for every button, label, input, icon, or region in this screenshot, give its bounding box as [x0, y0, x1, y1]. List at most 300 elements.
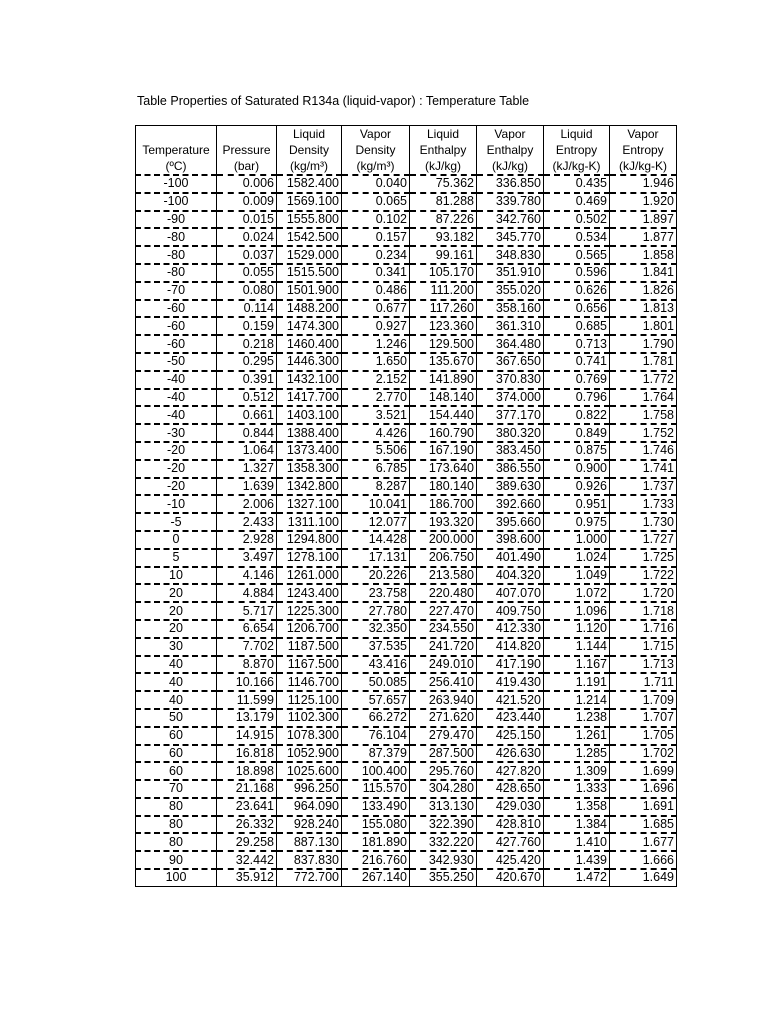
table-cell-vapor-entropy: 1.685: [610, 816, 677, 834]
table-body: [136, 175, 677, 886]
table-cell-vapor-enthalpy: 404.320: [477, 567, 544, 585]
table-cell-liquid-enthalpy: 241.720: [410, 638, 477, 656]
table-cell-vapor-enthalpy: 414.820: [477, 638, 544, 656]
table-cell-vapor-density: 155.080: [342, 816, 410, 834]
table-cell-vapor-entropy: 1.713: [610, 656, 677, 674]
table-cell-liquid-density: 1373.400: [277, 442, 342, 460]
table-cell-pressure: 0.009: [217, 193, 277, 211]
table-cell-vapor-entropy: 1.702: [610, 745, 677, 763]
table-cell-pressure: 14.915: [217, 727, 277, 745]
table-cell-vapor-enthalpy: 427.760: [477, 833, 544, 851]
table-cell-liquid-enthalpy: 160.790: [410, 424, 477, 442]
table-cell-vapor-density: 1.246: [342, 335, 410, 353]
table-cell-vapor-enthalpy: 417.190: [477, 656, 544, 674]
table-cell-vapor-entropy: 1.720: [610, 584, 677, 602]
table-row: [136, 798, 677, 816]
table-cell-liquid-density: 1167.500: [277, 656, 342, 674]
table-cell-liquid-entropy: 1.472: [544, 869, 610, 886]
table-cell-liquid-enthalpy: 213.580: [410, 567, 477, 585]
table-row: [136, 567, 677, 585]
table-cell-vapor-entropy: 1.649: [610, 869, 677, 886]
table-cell-vapor-entropy: 1.781: [610, 353, 677, 371]
table-cell-vapor-enthalpy: 395.660: [477, 513, 544, 531]
table-cell-vapor-entropy: 1.752: [610, 424, 677, 442]
table-cell-liquid-entropy: 0.900: [544, 460, 610, 478]
table-row: [136, 460, 677, 478]
table-cell-vapor-enthalpy: 412.330: [477, 620, 544, 638]
column-header-vapor-density: [342, 126, 410, 176]
table-cell-vapor-entropy: 1.725: [610, 549, 677, 567]
table-cell-vapor-enthalpy: 380.320: [477, 424, 544, 442]
table-cell-temperature: 80: [136, 798, 217, 816]
table-cell-liquid-enthalpy: 135.670: [410, 353, 477, 371]
table-cell-vapor-enthalpy: 386.550: [477, 460, 544, 478]
table-cell-vapor-enthalpy: 339.780: [477, 193, 544, 211]
table-cell-vapor-enthalpy: 427.820: [477, 762, 544, 780]
table-row: [136, 175, 677, 193]
table-cell-liquid-enthalpy: 123.360: [410, 317, 477, 335]
table-cell-temperature: -40: [136, 389, 217, 407]
column-header-vapor-enthalpy: [477, 126, 544, 176]
table-cell-liquid-entropy: 1.096: [544, 602, 610, 620]
table-cell-vapor-entropy: 1.711: [610, 673, 677, 691]
table-row: [136, 602, 677, 620]
table-cell-liquid-enthalpy: 173.640: [410, 460, 477, 478]
table-cell-temperature: 80: [136, 816, 217, 834]
table-cell-liquid-enthalpy: 193.320: [410, 513, 477, 531]
table-cell-liquid-density: 1102.300: [277, 709, 342, 727]
table-cell-pressure: 4.146: [217, 567, 277, 585]
table-cell-pressure: 3.497: [217, 549, 277, 567]
table-cell-liquid-entropy: 1.309: [544, 762, 610, 780]
table-cell-vapor-density: 43.416: [342, 656, 410, 674]
table-cell-vapor-density: 6.785: [342, 460, 410, 478]
table-cell-liquid-entropy: 1.191: [544, 673, 610, 691]
table-cell-vapor-entropy: 1.707: [610, 709, 677, 727]
table-cell-vapor-entropy: 1.716: [610, 620, 677, 638]
table-row: [136, 246, 677, 264]
table-cell-vapor-entropy: 1.746: [610, 442, 677, 460]
table-cell-vapor-entropy: 1.715: [610, 638, 677, 656]
column-header-liquid-density: [277, 126, 342, 176]
table-cell-temperature: -5: [136, 513, 217, 531]
table-cell-pressure: 0.037: [217, 246, 277, 264]
table-row: [136, 709, 677, 727]
table-cell-liquid-density: 1052.900: [277, 745, 342, 763]
table-cell-vapor-density: 76.104: [342, 727, 410, 745]
table-cell-liquid-entropy: 0.975: [544, 513, 610, 531]
table-cell-vapor-enthalpy: 409.750: [477, 602, 544, 620]
table-cell-liquid-enthalpy: 167.190: [410, 442, 477, 460]
table-cell-pressure: 29.258: [217, 833, 277, 851]
column-header-line: (kJ/kg-K): [619, 159, 667, 173]
properties-table: [135, 125, 677, 887]
table-cell-temperature: 40: [136, 656, 217, 674]
table-cell-pressure: 32.442: [217, 851, 277, 869]
table-cell-liquid-enthalpy: 87.226: [410, 211, 477, 229]
table-cell-vapor-density: 0.927: [342, 317, 410, 335]
table-cell-pressure: 8.870: [217, 656, 277, 674]
table-cell-pressure: 0.114: [217, 300, 277, 318]
table-cell-liquid-enthalpy: 99.161: [410, 246, 477, 264]
table-cell-liquid-entropy: 1.261: [544, 727, 610, 745]
table-cell-temperature: -60: [136, 300, 217, 318]
table-cell-liquid-entropy: 0.713: [544, 335, 610, 353]
column-header-line: Pressure: [222, 143, 271, 157]
table-cell-vapor-entropy: 1.727: [610, 531, 677, 549]
table-cell-vapor-entropy: 1.699: [610, 762, 677, 780]
table-cell-temperature: -80: [136, 228, 217, 246]
table-cell-liquid-density: 1146.700: [277, 673, 342, 691]
table-cell-liquid-density: 1078.300: [277, 727, 342, 745]
table-cell-vapor-density: 0.341: [342, 264, 410, 282]
table-row: [136, 780, 677, 798]
column-header-line: Enthalpy: [419, 143, 467, 157]
table-cell-liquid-enthalpy: 332.220: [410, 833, 477, 851]
table-cell-temperature: 100: [136, 869, 217, 886]
table-cell-liquid-enthalpy: 93.182: [410, 228, 477, 246]
column-header-liquid-enthalpy: [410, 126, 477, 176]
table-cell-vapor-enthalpy: 425.150: [477, 727, 544, 745]
column-header-line: Vapor: [359, 127, 392, 141]
column-header-temperature: [136, 126, 217, 176]
table-cell-liquid-density: 837.830: [277, 851, 342, 869]
table-cell-liquid-density: 1582.400: [277, 175, 342, 193]
table-cell-vapor-density: 14.428: [342, 531, 410, 549]
table-cell-pressure: 1.639: [217, 478, 277, 496]
table-cell-temperature: -60: [136, 317, 217, 335]
table-cell-liquid-density: 1278.100: [277, 549, 342, 567]
table-cell-pressure: 2.006: [217, 495, 277, 513]
table-row: [136, 406, 677, 424]
table-cell-vapor-enthalpy: 392.660: [477, 495, 544, 513]
table-cell-liquid-density: 1460.400: [277, 335, 342, 353]
table-cell-vapor-entropy: 1.677: [610, 833, 677, 851]
table-cell-vapor-enthalpy: 348.830: [477, 246, 544, 264]
table-cell-vapor-enthalpy: 361.310: [477, 317, 544, 335]
column-header-line: Liquid: [426, 127, 460, 141]
table-cell-liquid-density: 1501.900: [277, 282, 342, 300]
table-cell-temperature: -90: [136, 211, 217, 229]
table-cell-temperature: 40: [136, 673, 217, 691]
table-cell-temperature: 50: [136, 709, 217, 727]
table-cell-pressure: 0.295: [217, 353, 277, 371]
table-cell-temperature: 60: [136, 745, 217, 763]
table-cell-liquid-enthalpy: 295.760: [410, 762, 477, 780]
table-cell-pressure: 0.080: [217, 282, 277, 300]
table-row: [136, 851, 677, 869]
table-cell-vapor-enthalpy: 374.000: [477, 389, 544, 407]
table-row: [136, 620, 677, 638]
column-header-line: (ºC): [165, 159, 187, 173]
table-cell-temperature: -40: [136, 371, 217, 389]
table-cell-pressure: 0.661: [217, 406, 277, 424]
table-cell-temperature: 20: [136, 602, 217, 620]
table-row: [136, 531, 677, 549]
table-cell-vapor-density: 32.350: [342, 620, 410, 638]
table-cell-vapor-entropy: 1.920: [610, 193, 677, 211]
column-header-line: (kJ/kg): [492, 159, 528, 173]
table-row: [136, 816, 677, 834]
table-cell-liquid-density: 1569.100: [277, 193, 342, 211]
table-cell-liquid-entropy: 0.875: [544, 442, 610, 460]
table-cell-liquid-density: 1294.800: [277, 531, 342, 549]
table-cell-vapor-enthalpy: 377.170: [477, 406, 544, 424]
table-cell-liquid-enthalpy: 141.890: [410, 371, 477, 389]
table-cell-pressure: 0.218: [217, 335, 277, 353]
table-cell-liquid-enthalpy: 287.500: [410, 745, 477, 763]
table-cell-liquid-entropy: 0.469: [544, 193, 610, 211]
column-header-line: (kJ/kg-K): [552, 159, 601, 173]
table-cell-liquid-density: 1327.100: [277, 495, 342, 513]
table-row: [136, 762, 677, 780]
table-cell-vapor-entropy: 1.709: [610, 691, 677, 709]
table-row: [136, 638, 677, 656]
table-cell-liquid-enthalpy: 263.940: [410, 691, 477, 709]
table-cell-vapor-density: 8.287: [342, 478, 410, 496]
table-cell-vapor-enthalpy: 429.030: [477, 798, 544, 816]
table-cell-liquid-enthalpy: 355.250: [410, 869, 477, 886]
column-header-line: (kg/m³): [290, 159, 328, 173]
table-cell-liquid-enthalpy: 129.500: [410, 335, 477, 353]
table-cell-vapor-density: 0.040: [342, 175, 410, 193]
column-header-line: (kg/m³): [356, 159, 395, 173]
table-cell-vapor-density: 0.102: [342, 211, 410, 229]
table-cell-vapor-density: 0.234: [342, 246, 410, 264]
table-row: [136, 211, 677, 229]
table-cell-liquid-enthalpy: 186.700: [410, 495, 477, 513]
table-cell-vapor-density: 20.226: [342, 567, 410, 585]
table-cell-liquid-density: 1474.300: [277, 317, 342, 335]
column-header-line: Liquid: [292, 127, 326, 141]
table-cell-liquid-enthalpy: 342.930: [410, 851, 477, 869]
table-cell-vapor-enthalpy: 336.850: [477, 175, 544, 193]
table-cell-liquid-entropy: 0.741: [544, 353, 610, 371]
column-header-line: Enthalpy: [486, 143, 534, 157]
table-cell-vapor-enthalpy: 370.830: [477, 371, 544, 389]
table-cell-liquid-density: 1403.100: [277, 406, 342, 424]
table-cell-liquid-entropy: 1.439: [544, 851, 610, 869]
table-cell-vapor-density: 66.272: [342, 709, 410, 727]
table-cell-liquid-density: 1488.200: [277, 300, 342, 318]
table-cell-vapor-enthalpy: 367.650: [477, 353, 544, 371]
table-cell-liquid-entropy: 1.049: [544, 567, 610, 585]
table-row: [136, 193, 677, 211]
table-row: [136, 513, 677, 531]
table-cell-temperature: -20: [136, 478, 217, 496]
table-cell-pressure: 23.641: [217, 798, 277, 816]
table-row: [136, 584, 677, 602]
table-cell-liquid-enthalpy: 111.200: [410, 282, 477, 300]
table-cell-pressure: 13.179: [217, 709, 277, 727]
table-cell-liquid-density: 1529.000: [277, 246, 342, 264]
table-row: [136, 353, 677, 371]
table-cell-temperature: 90: [136, 851, 217, 869]
table-cell-liquid-enthalpy: 313.130: [410, 798, 477, 816]
table-cell-liquid-entropy: 1.024: [544, 549, 610, 567]
table-cell-liquid-density: 1555.800: [277, 211, 342, 229]
table-cell-temperature: -20: [136, 442, 217, 460]
table-row: [136, 335, 677, 353]
table-row: [136, 656, 677, 674]
table-cell-liquid-density: 1261.000: [277, 567, 342, 585]
table-cell-vapor-entropy: 1.764: [610, 389, 677, 407]
table-cell-vapor-density: 2.770: [342, 389, 410, 407]
table-row: [136, 833, 677, 851]
table-row: [136, 869, 677, 886]
table-cell-temperature: 20: [136, 584, 217, 602]
table-cell-liquid-entropy: 1.120: [544, 620, 610, 638]
table-cell-liquid-density: 1243.400: [277, 584, 342, 602]
table-cell-vapor-enthalpy: 389.630: [477, 478, 544, 496]
table-cell-liquid-entropy: 0.565: [544, 246, 610, 264]
table-cell-vapor-entropy: 1.730: [610, 513, 677, 531]
table-cell-liquid-enthalpy: 227.470: [410, 602, 477, 620]
table-cell-pressure: 7.702: [217, 638, 277, 656]
table-cell-vapor-density: 100.400: [342, 762, 410, 780]
table-row: [136, 282, 677, 300]
table-cell-vapor-entropy: 1.733: [610, 495, 677, 513]
table-cell-vapor-entropy: 1.790: [610, 335, 677, 353]
table-cell-liquid-entropy: 1.214: [544, 691, 610, 709]
column-header-liquid-entropy: [544, 126, 610, 176]
table-cell-liquid-enthalpy: 279.470: [410, 727, 477, 745]
table-cell-vapor-density: 4.426: [342, 424, 410, 442]
table-cell-liquid-entropy: 0.822: [544, 406, 610, 424]
table-cell-vapor-density: 17.131: [342, 549, 410, 567]
column-header-line: (kJ/kg): [425, 159, 461, 173]
table-cell-temperature: 80: [136, 833, 217, 851]
table-row: [136, 745, 677, 763]
table-title: Table Properties of Saturated R134a (liquid-vapor) : Temperature Table: [137, 94, 530, 108]
table-cell-temperature: -20: [136, 460, 217, 478]
column-header-line: Density: [355, 143, 396, 157]
table-cell-vapor-enthalpy: 345.770: [477, 228, 544, 246]
table-cell-liquid-enthalpy: 105.170: [410, 264, 477, 282]
table-cell-temperature: 70: [136, 780, 217, 798]
table-cell-vapor-enthalpy: 425.420: [477, 851, 544, 869]
table-cell-temperature: -50: [136, 353, 217, 371]
table-cell-liquid-density: 1311.100: [277, 513, 342, 531]
table-cell-vapor-entropy: 1.737: [610, 478, 677, 496]
table-cell-liquid-entropy: 0.769: [544, 371, 610, 389]
table-cell-pressure: 0.844: [217, 424, 277, 442]
table-row: [136, 300, 677, 318]
table-cell-pressure: 10.166: [217, 673, 277, 691]
table-cell-vapor-enthalpy: 419.430: [477, 673, 544, 691]
table-cell-vapor-enthalpy: 407.070: [477, 584, 544, 602]
table-cell-pressure: 21.168: [217, 780, 277, 798]
table-cell-temperature: -100: [136, 175, 217, 193]
table-cell-liquid-density: 1025.600: [277, 762, 342, 780]
column-header-line: (bar): [233, 159, 260, 173]
table-cell-vapor-entropy: 1.696: [610, 780, 677, 798]
table-cell-vapor-enthalpy: 426.630: [477, 745, 544, 763]
column-header-line: Temperature: [142, 143, 210, 157]
table-cell-vapor-enthalpy: 423.440: [477, 709, 544, 727]
table-cell-liquid-density: 1515.500: [277, 264, 342, 282]
table-cell-liquid-entropy: 0.502: [544, 211, 610, 229]
column-header-pressure: [217, 126, 277, 176]
table-cell-liquid-density: 1225.300: [277, 602, 342, 620]
table-cell-temperature: -30: [136, 424, 217, 442]
table-cell-liquid-entropy: 1.358: [544, 798, 610, 816]
table-cell-liquid-entropy: 0.656: [544, 300, 610, 318]
table-row: [136, 228, 677, 246]
table-cell-liquid-enthalpy: 200.000: [410, 531, 477, 549]
table-cell-vapor-density: 2.152: [342, 371, 410, 389]
table-cell-vapor-density: 0.157: [342, 228, 410, 246]
table-cell-vapor-entropy: 1.691: [610, 798, 677, 816]
table-cell-vapor-density: 23.758: [342, 584, 410, 602]
table-cell-vapor-enthalpy: 351.910: [477, 264, 544, 282]
table-cell-liquid-entropy: 0.796: [544, 389, 610, 407]
table-cell-pressure: 2.928: [217, 531, 277, 549]
table-cell-vapor-enthalpy: 428.810: [477, 816, 544, 834]
table-cell-vapor-enthalpy: 364.480: [477, 335, 544, 353]
table-cell-liquid-enthalpy: 220.480: [410, 584, 477, 602]
table-cell-liquid-enthalpy: 117.260: [410, 300, 477, 318]
table-cell-liquid-entropy: 1.384: [544, 816, 610, 834]
table-cell-liquid-entropy: 0.534: [544, 228, 610, 246]
table-cell-pressure: 1.064: [217, 442, 277, 460]
table-cell-liquid-enthalpy: 234.550: [410, 620, 477, 638]
table-cell-liquid-density: 964.090: [277, 798, 342, 816]
table-cell-liquid-entropy: 0.685: [544, 317, 610, 335]
table-cell-vapor-density: 50.085: [342, 673, 410, 691]
table-cell-pressure: 4.884: [217, 584, 277, 602]
table-cell-pressure: 1.327: [217, 460, 277, 478]
table-cell-vapor-entropy: 1.722: [610, 567, 677, 585]
table-cell-vapor-density: 1.650: [342, 353, 410, 371]
table-cell-liquid-entropy: 0.926: [544, 478, 610, 496]
table-cell-vapor-density: 181.890: [342, 833, 410, 851]
table-cell-liquid-enthalpy: 180.140: [410, 478, 477, 496]
table-cell-temperature: -100: [136, 193, 217, 211]
table-cell-liquid-entropy: 0.626: [544, 282, 610, 300]
table-cell-liquid-entropy: 0.849: [544, 424, 610, 442]
table-cell-pressure: 0.391: [217, 371, 277, 389]
table-cell-liquid-entropy: 1.285: [544, 745, 610, 763]
table-cell-vapor-entropy: 1.741: [610, 460, 677, 478]
table-cell-pressure: 2.433: [217, 513, 277, 531]
table-row: [136, 495, 677, 513]
table-row: [136, 317, 677, 335]
table-cell-vapor-enthalpy: 398.600: [477, 531, 544, 549]
table-cell-temperature: 40: [136, 691, 217, 709]
table-cell-liquid-enthalpy: 322.390: [410, 816, 477, 834]
table-cell-liquid-entropy: 1.000: [544, 531, 610, 549]
table-cell-liquid-density: 1417.700: [277, 389, 342, 407]
table-cell-vapor-density: 0.065: [342, 193, 410, 211]
table-cell-liquid-enthalpy: 81.288: [410, 193, 477, 211]
table-cell-liquid-entropy: 1.144: [544, 638, 610, 656]
table-cell-vapor-density: 133.490: [342, 798, 410, 816]
table-cell-vapor-entropy: 1.718: [610, 602, 677, 620]
table-cell-vapor-entropy: 1.841: [610, 264, 677, 282]
table-cell-vapor-entropy: 1.813: [610, 300, 677, 318]
table-cell-pressure: 0.512: [217, 389, 277, 407]
table-cell-liquid-enthalpy: 256.410: [410, 673, 477, 691]
table-cell-vapor-density: 87.379: [342, 745, 410, 763]
table-cell-vapor-entropy: 1.772: [610, 371, 677, 389]
table-cell-vapor-density: 3.521: [342, 406, 410, 424]
table-cell-vapor-enthalpy: 383.450: [477, 442, 544, 460]
table-cell-liquid-density: 1358.300: [277, 460, 342, 478]
table-cell-pressure: 11.599: [217, 691, 277, 709]
table-cell-liquid-density: 1542.500: [277, 228, 342, 246]
table-cell-vapor-enthalpy: 428.650: [477, 780, 544, 798]
